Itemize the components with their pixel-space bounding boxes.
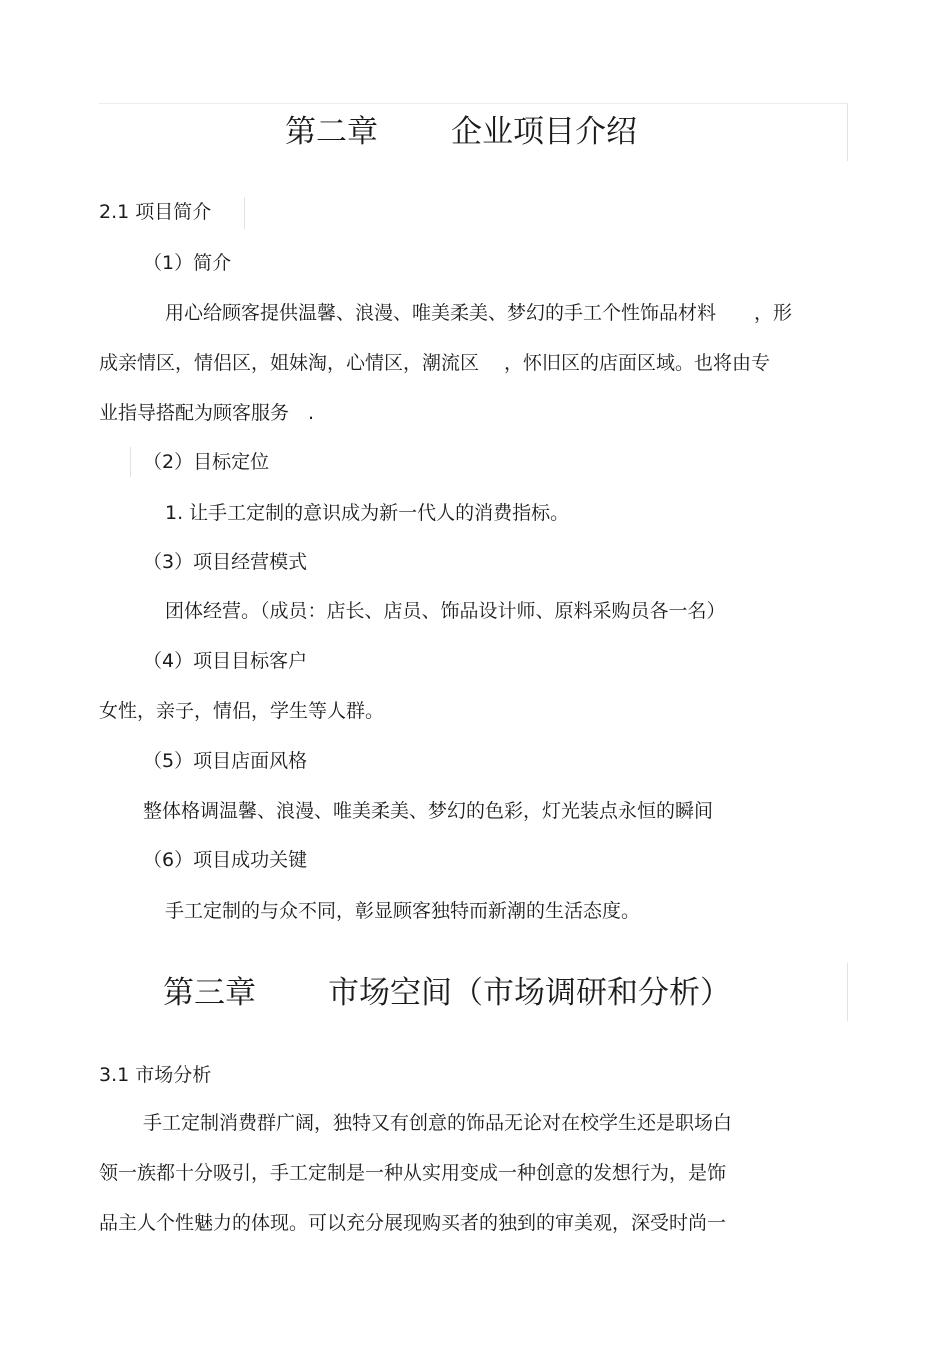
mode-heading: （3）项目经营模式 <box>143 551 308 573</box>
style-line: 整体格调温馨、浪漫、唯美柔美、梦幻的色彩，灯光装点永恒的瞬间 <box>143 800 714 822</box>
market-line-2: 领一族都十分吸引，手工定制是一种从实用变成一种创意的发想行为，是饰 <box>99 1162 727 1184</box>
chapter3-number: 第三章 <box>163 975 256 1011</box>
top-rule <box>99 103 847 104</box>
page-edge-line <box>847 103 848 161</box>
style-heading: （5）项目店面风格 <box>143 750 308 772</box>
customer-line: 女性，亲子，情侣，学生等人群。 <box>99 700 385 722</box>
intro-heading: （1）简介 <box>143 252 232 274</box>
page-edge-line-2 <box>847 963 848 1021</box>
target-heading: （2）目标定位 <box>143 451 270 473</box>
target-line: 1. 让手工定制的意识成为新一代人的消费指标。 <box>165 502 570 524</box>
key-line: 手工定制的与众不同，彰显顾客独特而新潮的生活态度。 <box>165 900 641 922</box>
mode-line: 团体经营。（成员：店长、店员、饰品设计师、原料采购员各一名） <box>165 600 726 622</box>
intro-line-3: 业指导搭配为顾客服务 . <box>99 402 315 424</box>
key-heading: （6）项目成功关键 <box>143 849 308 871</box>
chapter2-number: 第二章 <box>285 114 378 150</box>
market-line-1: 手工定制消费群广阔，独特又有创意的饰品无论对在校学生还是职场白 <box>143 1112 733 1134</box>
item-marker-line <box>130 447 131 477</box>
intro-line-1: 用心给顾客提供温馨、浪漫、唯美柔美、梦幻的手工个性饰品材料 ，形 <box>165 302 793 324</box>
customer-heading: （4）项目目标客户 <box>143 650 308 672</box>
chapter2-title: 企业项目介绍 <box>451 114 637 150</box>
intro-line-2: 成亲情区，情侣区，姐妹淘，心情区，潮流区 ，怀旧区的店面区域。也将由专 <box>99 352 771 374</box>
chapter3-title: 市场空间（市场调研和分析） <box>328 975 731 1011</box>
section-2-1-heading: 2.1 项目简介 <box>99 201 212 223</box>
section-3-1-heading: 3.1 市场分析 <box>99 1064 212 1086</box>
heading-marker-line <box>244 197 245 229</box>
market-line-3: 品主人个性魅力的体现。可以充分展现购买者的独到的审美观，深受时尚一 <box>99 1212 727 1234</box>
